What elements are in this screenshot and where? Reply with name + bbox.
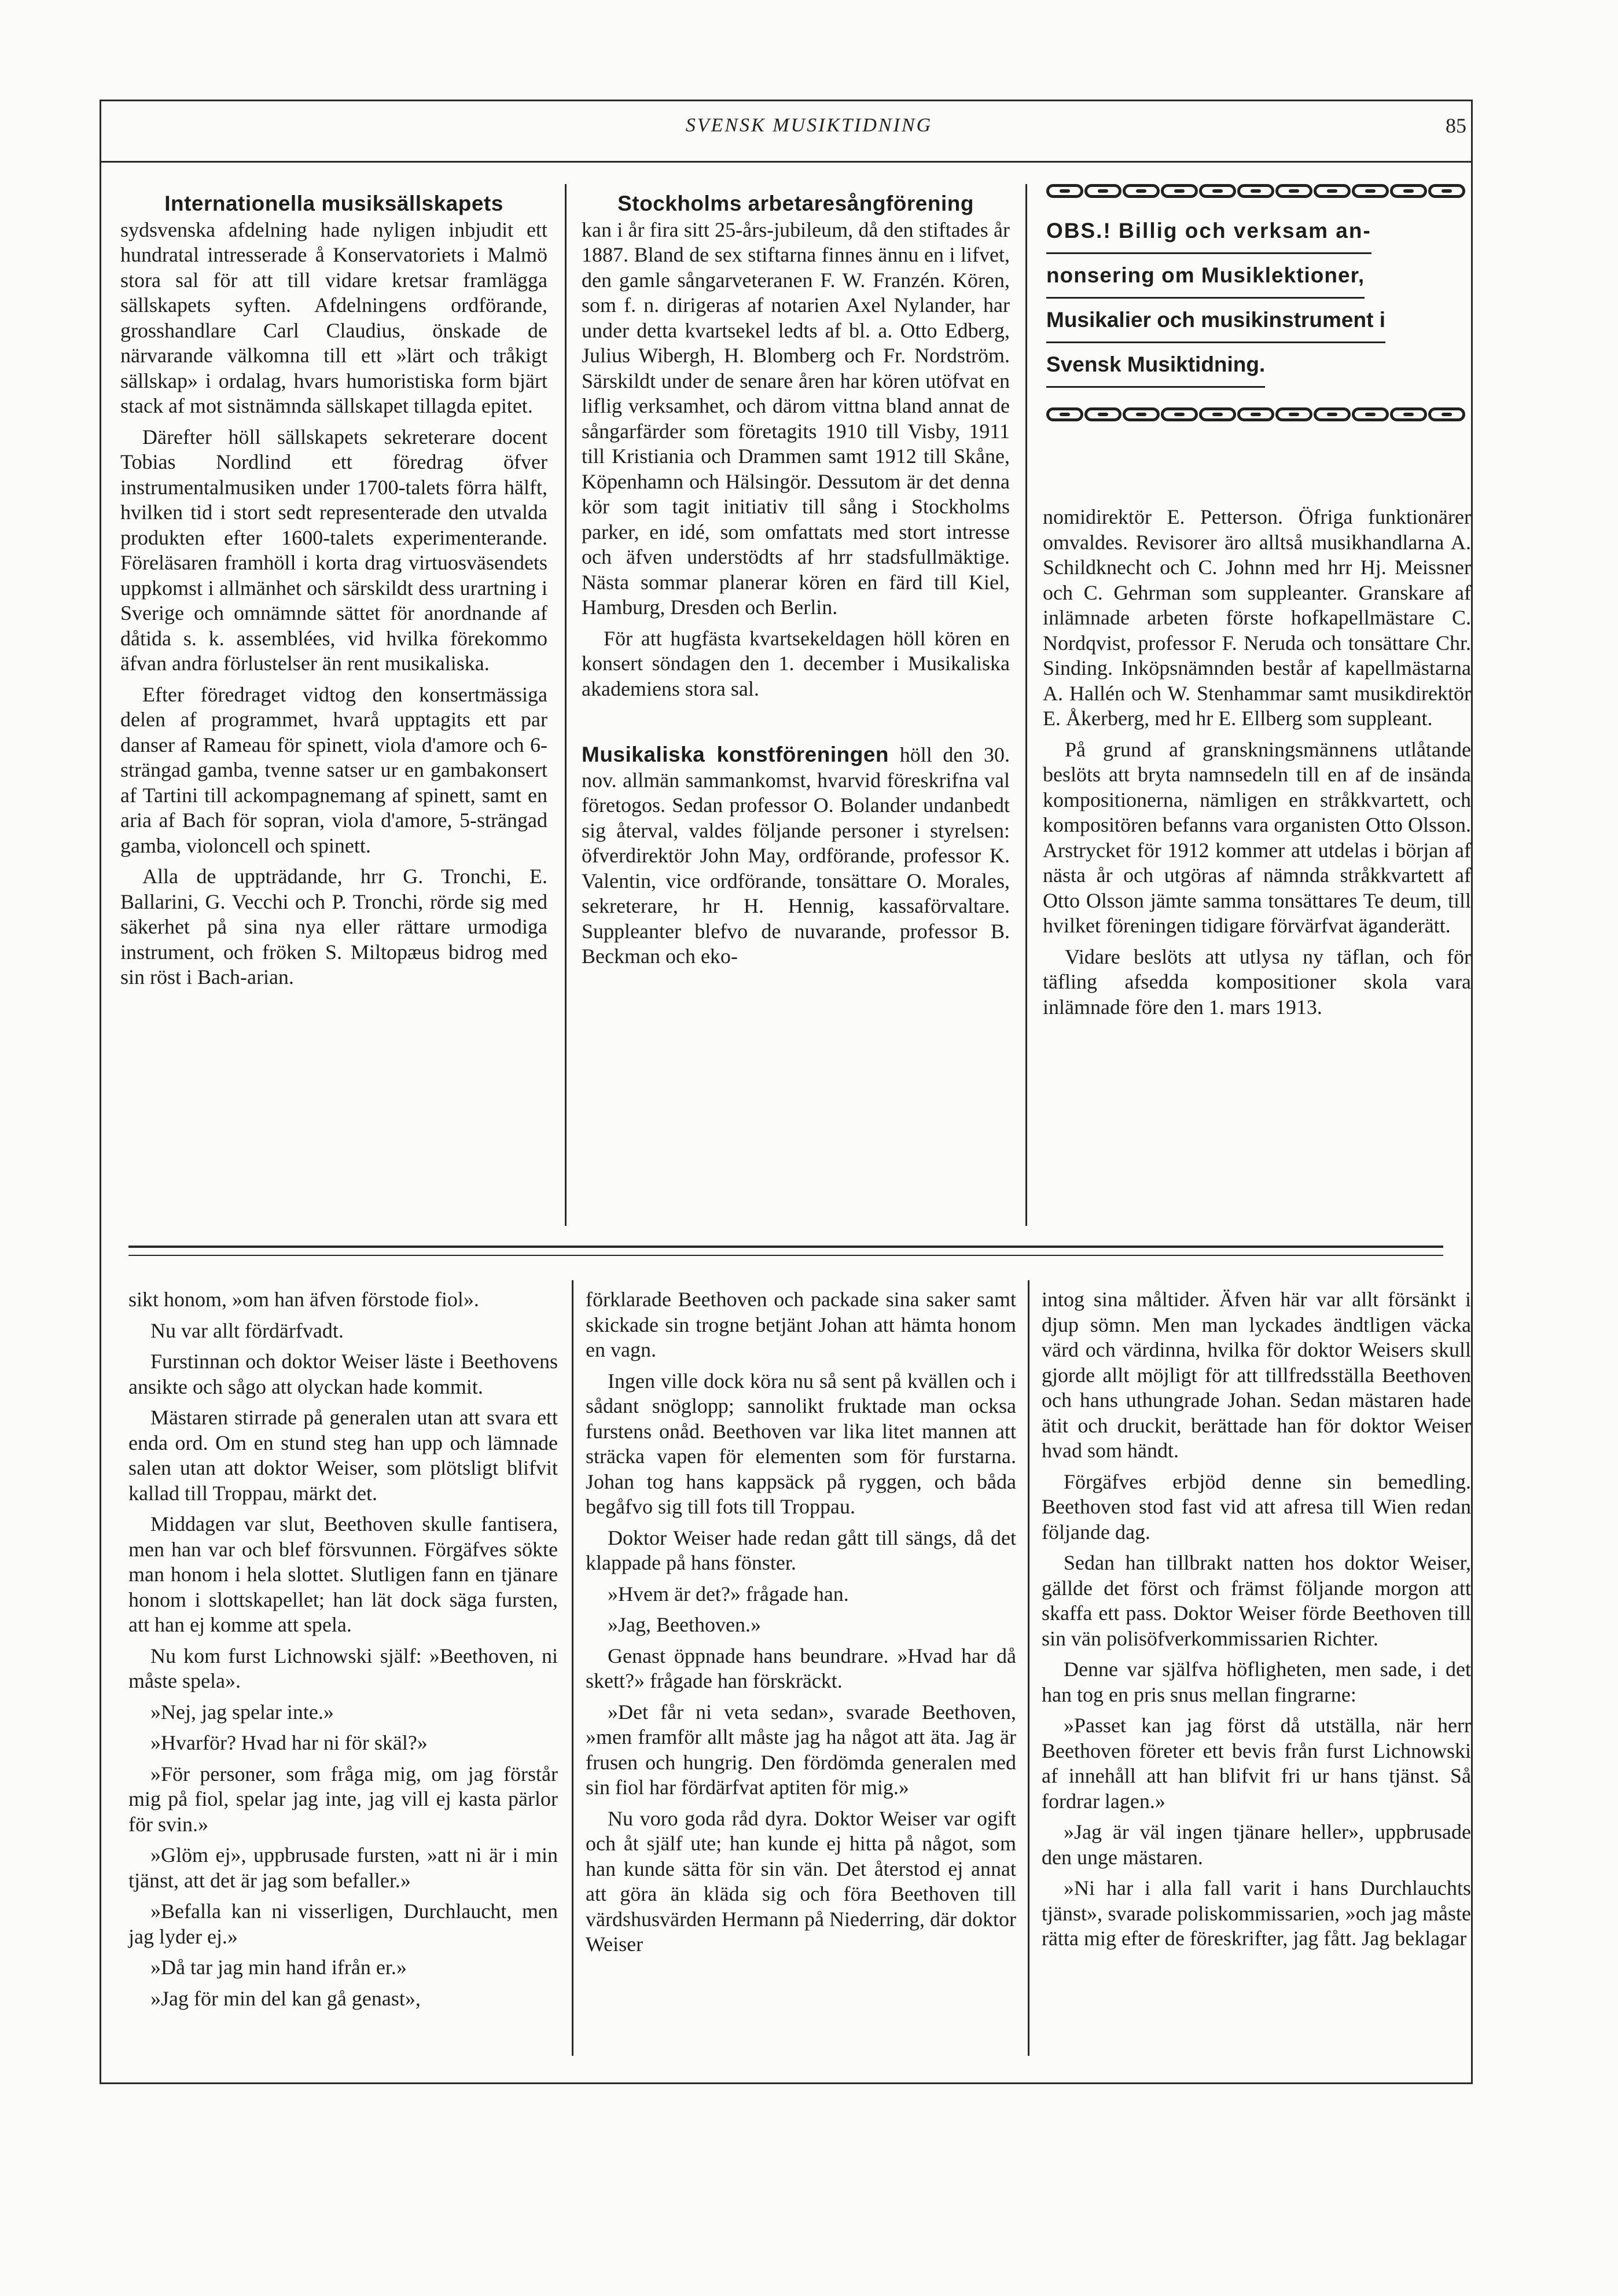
bottom-column-rule-1 <box>572 1280 573 2056</box>
paragraph: »Passet kan jag först då utställa, när herr Beethoven företer ett bevis från furst Lichnowski af innehåll att han blifvit fri ur hans tjänst. Så fordrar lagen.» <box>1042 1714 1471 1813</box>
paragraph: Furstinnan och doktor Weiser läste i Beethovens ansikte och sågo att olyckan hade kommit. <box>128 1350 558 1398</box>
ad-line: Svensk Musiktidning. <box>1046 343 1265 388</box>
paragraph: Mästaren stirrade på generalen utan att svara ett enda ord. Om en stund steg han upp och lämnade salen utan att doktor Weiser, som plötsligt blifvit kallad till Troppau, märkt det. <box>128 1406 558 1505</box>
paragraph: »Hvarför? Hvad har ni för skäl?» <box>150 1731 428 1754</box>
paragraph: »Jag för min del kan gå genast», <box>150 1986 421 2010</box>
paragraph: kan i år fira sitt 25-års-jubileum, då den stiftades år 1887. Bland de sex stiftarna finnes ännu en i lifvet, den gamle sångarveteranen F. W. Franzén. Kören, som f. n. dirigeras af notarien Axel Nylander, har under detta kvartsekel ledts af bl. a. Otto Edberg, Julius Wibergh, H. Blomberg och Fr. Nordström. Särskildt under de senare åren har kören utöfvat en liflig verksamhet, och därom vittna bland annat de sångarfärder som företagits 1910 till Visby, 1911 till Kristiania och Drammen samt 1912 till Skåne, Köpenhamn och Hälsingör. Dessutom är det denna kör som tagit initiativ till sång i Stockholms parker, en idé, som omfattats med stort intresse och äfven understödts af hrr stadsfullmäktige. Nästa sommar planerar kören en färd till Kiel, Hamburg, Dresden och Berlin. <box>582 218 1010 619</box>
paragraph: Efter föredraget vidtog den konsertmässiga delen af programmet, hvarå upptagits ett par danser af Rameau för spinett, viola d'amore och 6-strängad gamba, tvenne satser ur en gambakonsert af Tartini till ackompagnemang af spinett, samt en aria af Bach för sopran, viola d'amore, 5-strängad gamba, violoncell och spinett. <box>120 682 547 857</box>
article-intl-music-society <box>120 191 547 996</box>
paragraph-with-heading <box>582 742 1010 969</box>
paragraph: »Då tar jag min hand ifrån er.» <box>150 1956 407 1979</box>
paragraph: sydsvenska afdelning hade nyligen inbjudit ett hundratal intresserade å Konservatoriets i Malmö stora sal för att till vidare kretsar framlägga sällskapets syften. Afdelningens ordförande, grosshandlare Carl Claudius, önskade de närvarande välkomna till ett »lärt och tråkigt sällskap» i ordalag, hvars humoristiska form bjärt stack af mot sistnämnda sällskapet tillagda epitet. <box>120 218 547 417</box>
article-stockholm-workers-choir <box>582 191 1010 975</box>
paragraph: »Det får ni veta sedan», svarade Beethoven, »men framför allt måste jag ha något att äta. Jag är frusen och hungrig. Den fördömda generalen med sin fiol har fördärfvat aptiten för mig.» <box>586 1700 1016 1799</box>
section-double-rule-top <box>128 1246 1443 1248</box>
advertisement-box <box>1042 184 1470 421</box>
paragraph: »Glöm ej», uppbrusade fursten, »att ni är i min tjänst, att det är jag som befaller.» <box>128 1843 558 1892</box>
section-double-rule-bottom <box>128 1255 1443 1256</box>
chain-border-bottom <box>1042 407 1470 421</box>
paragraph: Denne var själfva höfligheten, men sade, i det han tog en pris snus mellan fingrarne: <box>1042 1658 1471 1706</box>
article-continuation <box>1043 505 1471 1026</box>
paragraph: Doktor Weiser hade redan gått till sängs, då det klappade på hans fönster. <box>586 1526 1016 1574</box>
paragraph: »Ni har i alla fall varit i hans Durchlauchts tjänst», svarade poliskommissarien, »och jag måste rätta mig efter de föreskrifter, jag fått. Jag beklagar <box>1042 1876 1471 1950</box>
article-heading: Stockholms arbetaresångförening <box>617 192 974 215</box>
paragraph: På grund af granskningsmännens utlåtande beslöts att bryta namnsedeln till en af de insända kompositionerna, nämligen en stråkkvartett, och kompositören befanns vara organisten Otto Olsson. Arstrycket för 1912 kommer att utdelas i början af nästa år och utgöras af nämnda stråkkvartett af Otto Olsson jämte samma tonsättares Te deum, till hvilket föreningen tidigare förvärfvat äganderätt. <box>1043 737 1471 937</box>
paragraph: Alla de uppträdande, hrr G. Tronchi, E. Ballarini, G. Vecchi och P. Tronchi, rörde sig med säkerhet på sina nya eller rättare urmodiga instrument, och fröken S. Miltopæus bidrog med sin röst i Bach-arian. <box>120 865 547 989</box>
paragraph: »Nej, jag spelar inte.» <box>150 1700 334 1724</box>
story-column-1 <box>128 1287 558 2017</box>
ad-line: OBS.! Billig och verksam an- <box>1046 210 1371 254</box>
page-number: 85 <box>1446 114 1466 137</box>
paragraph: sikt honom, »om han äfven förstode fiol». <box>128 1288 479 1311</box>
ad-line: nonsering om Musiklektioner, <box>1046 254 1365 299</box>
paragraph: För att hugfästa kvartsekeldagen höll kören en konsert söndagen den 1. december i Musikaliska akademiens stora sal. <box>582 626 1010 700</box>
paragraph: Middagen var slut, Beethoven skulle fantisera, men han var och blef försvunnen. Förgäfves sökte man honom i hela slottet. Slutligen fann en tjänare honom i slottskapellet; han lät dock säga fursten, att han ej komme att spela. <box>128 1512 558 1636</box>
paragraph: Vidare beslöts att utlysa ny täflan, och för täfling afsedda kompositioner skola vara inlämnade före den 1. mars 1913. <box>1043 945 1471 1019</box>
ad-line: Musikalier och musikinstrument i <box>1046 299 1385 343</box>
paragraph: förklarade Beethoven och packade sina saker samt skickade sin trogne betjänt Johan att hämta honom en vagn. <box>586 1288 1016 1361</box>
paragraph: Förgäfves erbjöd denne sin bemedling. Beethoven stod fast vid att afresa till Wien redan följande dag. <box>1042 1470 1471 1544</box>
paragraph: intog sina måltider. Äfven här var allt försänkt i djup sömn. Men man lyckades ändtligen väcka värd och värdinna, hvilka för doktor Weisers skull gjorde allt möjligt för att tillfredsställa Beethoven och hans uthungrade Johan. Sedan mästaren hade ätit och druckit, berättade han för doktor Weiser hvad som händt. <box>1042 1288 1471 1462</box>
top-column-rule-2 <box>1025 184 1027 1226</box>
journal-title: SVENSK MUSIKTIDNING <box>685 115 933 136</box>
paragraph: Nu kom furst Lichnowski själf: »Beethoven, ni måste spela». <box>128 1644 558 1692</box>
paragraph-text: höll den 30. nov. allmän sammankomst, hvarvid föreskrifna val företogos. Sedan professor O. Bolander undanbedt sig återval, valdes följande personer i styrelsen: öfverdirektör John May, ordförande, professor K. Valentin, vice ordförande, tonsättare O. Morales, sekreterare, hr H. Hennig, kassaförvaltare. Suppleanter blefvo de nuvarande, professor B. Beckman och eko- <box>582 743 1010 968</box>
paragraph: Sedan han tillbrakt natten hos doktor Weiser, gällde det först och främst följande morgon att skaffa ett pass. Doktor Weiser förde Beethoven till sin vän polisöfverkommissarien Richter. <box>1042 1551 1471 1650</box>
paragraph: Därefter höll sällskapets sekreterare docent Tobias Nordlind ett föredrag öfver instrumentalmusiken under 1700-talets förra hälft, hvilken tid i stort sedt representerade den utvalda produkten efter 1600-talets experimenterande. Föreläsaren framhöll i korta drag virtuosväsendets uppkomst i allmänhet och särskildt dess urartning i Sverige och omnämnde sättet för anordnande af dåtida s. k. assemblées, vid hvilka förekommo äfvan andra förlustelser än rent musikaliska. <box>120 425 547 675</box>
article-heading: Internationella musiksällskapets <box>164 192 503 215</box>
story-column-2 <box>586 1287 1016 1963</box>
paragraph: Ingen ville dock köra nu så sent på kvällen och i sådant snöglopp; sannolikt fruktade man ocksa furstens onåd. Beethoven var lika litet mannen att sträcka vapen för elementen som för furstarna. Johan tog hans kappsäck på ryggen, och båda begåfvo sig till fots till Troppau. <box>586 1369 1016 1518</box>
paragraph: Nu var allt fördärfvadt. <box>150 1318 344 1342</box>
paragraph: Nu voro goda råd dyra. Doktor Weiser var ogift och åt själf ute; han kunde ej hitta på något, som han kunde sätta för sin vän. Det återstod ej annat att göra än kläda sig och föra Beethoven till värdshusvärden Hermann på Niederring, där doktor Weiser <box>586 1806 1016 1956</box>
article-heading: Musikaliska konstföreningen <box>582 743 889 766</box>
story-column-3 <box>1042 1287 1471 1957</box>
header-rule <box>100 161 1471 163</box>
paragraph: nomidirektör E. Petterson. Öfriga funktionärer omvaldes. Revisorer äro alltså musikhandlarna A. Schildknecht och C. Johnn med hrr Hj. Meissner och C. Gehrman som suppleanter. Granskare af inlämnade arbeten förste hofkapellmästare C. Nordqvist, professor F. Neruda och tonsättare Chr. Sinding. Inköpsnämnden består af kapellmästarna A. Hallén och W. Stenhammar samt musikdirektör E. Åkerberg, med hr E. Ellberg som suppleant. <box>1043 505 1471 730</box>
paragraph: »För personer, som fråga mig, om jag förstår mig på fiol, spelar jag inte, jag vill ej kasta pärlor för svin.» <box>128 1762 558 1836</box>
paragraph: »Hvem är det?» frågade han. <box>608 1582 849 1606</box>
chain-border-top <box>1042 184 1470 198</box>
bottom-column-rule-2 <box>1028 1280 1029 2056</box>
top-column-rule-1 <box>565 184 567 1226</box>
paragraph: »Jag är väl ingen tjänare heller», uppbrusade den unge mästaren. <box>1042 1820 1471 1869</box>
paragraph: Genast öppnade hans beundrare. »Hvad har då skett?» frågade han förskräckt. <box>586 1644 1016 1692</box>
paragraph: »Befalla kan ni visserligen, Durchlaucht, men jag lyder ej.» <box>128 1900 558 1948</box>
paragraph: »Jag, Beethoven.» <box>608 1613 761 1636</box>
